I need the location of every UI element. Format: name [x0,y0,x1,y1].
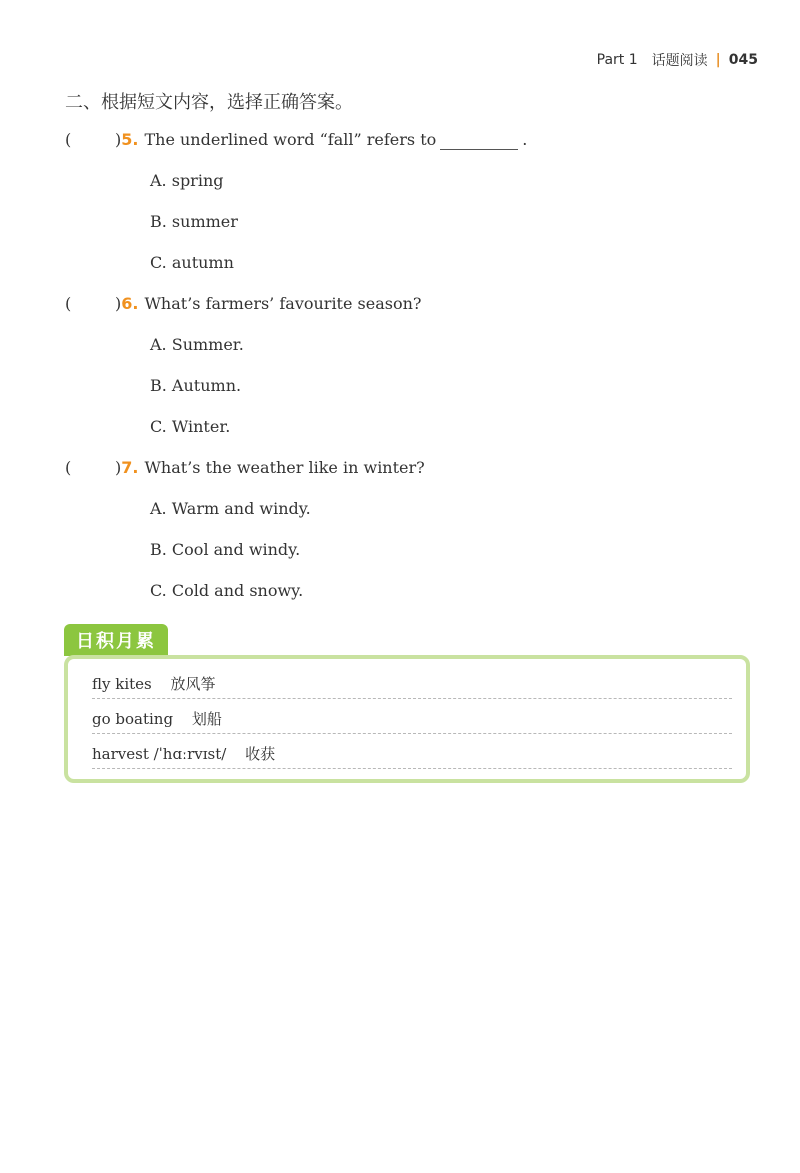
note-english: go boating [92,710,174,728]
answer-paren-open: ( [65,294,72,313]
answer-paren-close: ) [115,294,122,313]
note-chinese: 放风筝 [170,675,216,693]
question-text: The underlined word “fall” refers to [144,130,437,149]
note-chinese: 收获 [245,745,276,763]
option-5a: A. spring [150,171,224,190]
header-separator: | [715,52,721,68]
question-text: What’s farmers’ favourite season? [144,294,422,313]
question-number: 7. [121,458,139,477]
header-topic: 话题阅读 [651,53,708,69]
answer-paren-open: ( [65,458,72,477]
question-number: 6. [121,294,139,313]
notes-title: 日积月累 [64,624,168,656]
page-number: 045 [728,52,758,68]
question-6 [65,294,421,313]
note-item [92,673,732,699]
note-item [92,708,732,734]
option-6b: B. Autumn. [150,376,242,395]
answer-paren-close: ) [115,130,122,149]
note-chinese: 划船 [191,710,222,728]
note-english: harvest /ˈhɑːrvɪst/ [92,745,227,763]
option-7a: A. Warm and windy. [150,499,311,518]
option-5b: B. summer [150,212,238,231]
option-7c: C. Cold and snowy. [150,581,304,600]
option-6c: C. Winter. [150,417,231,436]
page-header [597,50,758,70]
answer-blank [440,130,518,150]
question-text-end: . [522,130,528,149]
question-7 [65,458,425,477]
question-number: 5. [121,130,139,149]
answer-paren-close: ) [115,458,122,477]
notes-box [64,655,750,783]
note-english: fly kites [92,675,152,693]
option-5c: C. autumn [150,253,234,272]
question-5 [65,130,527,150]
option-7b: B. Cool and windy. [150,540,301,559]
note-item [92,743,732,769]
answer-paren-open: ( [65,130,72,149]
header-part: Part 1 [596,52,638,68]
section-title: 二、根据短文内容，选择正确答案。 [65,92,353,113]
option-6a: A. Summer. [150,335,244,354]
question-text: What’s the weather like in winter? [144,458,425,477]
